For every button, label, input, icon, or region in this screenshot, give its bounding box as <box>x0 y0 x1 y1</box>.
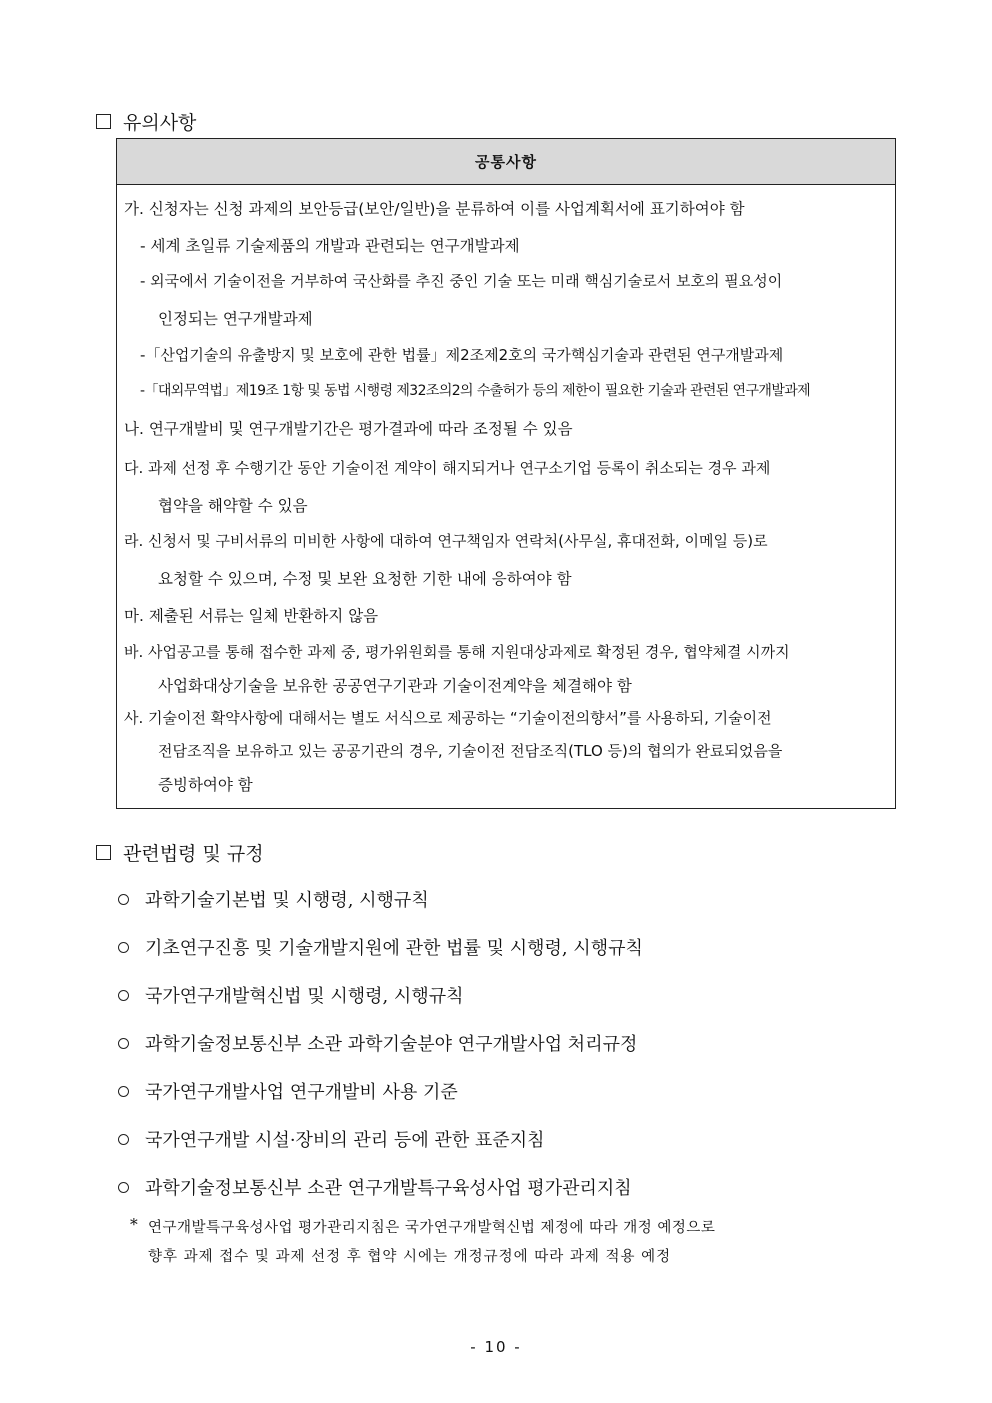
law-item-label: 과학기술기본법 및 시행령, 시행규칙 <box>145 890 429 911</box>
note-line-ba-cont: 사업화대상기술을 보유한 공공연구기관과 기술이전계약을 체결해야 함 <box>158 677 632 695</box>
bullet-circle-icon <box>118 1134 129 1145</box>
note-sub-line-2: - 외국에서 기술이전을 거부하여 국산화를 추진 중인 기술 또는 미래 핵심기술로서 보호의 필요성이 <box>140 272 783 290</box>
note-line-sa: 사. 기술이전 확약사항에 대해서는 별도 서식으로 제공하는 “기술이전의향서”를 사용하되, 기술이전 <box>124 709 772 727</box>
note-line-ba: 바. 사업공고를 통해 접수한 과제 중, 평가위원회를 통해 지원대상과제로 확정된 경우, 협약체결 시까지 <box>124 643 790 661</box>
list-item <box>118 1174 632 1200</box>
page-number: - 10 - <box>470 1338 522 1356</box>
note-sub-line-3: -「산업기술의 유출방지 및 보호에 관한 법률」제2조제2호의 국가핵심기술과 관련된 연구개발과제 <box>140 346 784 364</box>
bullet-circle-icon <box>118 990 129 1001</box>
note-sub-line-1: - 세계 초일류 기술제품의 개발과 관련되는 연구개발과제 <box>140 237 520 255</box>
laws-section-title: 관련법령 및 규정 <box>123 843 264 865</box>
bullet-circle-icon <box>118 1086 129 1097</box>
law-item-label: 국가연구개발사업 연구개발비 사용 기준 <box>145 1082 458 1103</box>
bullet-circle-icon <box>118 942 129 953</box>
law-item-label: 기초연구진흥 및 기술개발지원에 관한 법률 및 시행령, 시행규칙 <box>145 938 643 959</box>
list-item <box>118 1030 637 1056</box>
note-sub-line-4: -「대외무역법」제19조 1항 및 동법 시행령 제32조의2의 수출허가 등의 제한이 필요한 기술과 관련된 연구개발과제 <box>140 383 811 399</box>
list-item <box>118 1126 544 1152</box>
list-item <box>118 1078 458 1104</box>
note-line-ga: 가. 신청자는 신청 과제의 보안등급(보안/일반)을 분류하여 이를 사업계획서에 표기하여야 함 <box>124 200 745 218</box>
law-item-label: 국가연구개발 시설·장비의 관리 등에 관한 표준지침 <box>145 1130 545 1151</box>
checkbox-square-icon <box>96 114 111 129</box>
note-line-da-cont: 협약을 해약할 수 있음 <box>158 497 308 515</box>
list-item <box>118 982 463 1008</box>
table-header-label: 공통사항 <box>475 153 537 171</box>
bullet-circle-icon <box>118 894 129 905</box>
note-line-sa-cont-1: 전담조직을 보유하고 있는 공공기관의 경우, 기술이전 전담조직(TLO 등)의 협의가 완료되었음을 <box>158 742 783 760</box>
note-line-sa-cont-2: 증빙하여야 함 <box>158 776 253 794</box>
table-header <box>117 139 895 185</box>
footnote-line-2: 향후 과제 접수 및 과제 선정 후 협약 시에는 개정규정에 따라 과제 적용 예정 <box>148 1249 672 1265</box>
footnote-line-1: 연구개발특구육성사업 평가관리지침은 국가연구개발혁신법 제정에 따라 개정 예정으로 <box>148 1220 716 1236</box>
bullet-circle-icon <box>118 1038 129 1049</box>
law-item-label: 국가연구개발혁신법 및 시행령, 시행규칙 <box>145 986 464 1007</box>
note-line-ra: 라. 신청서 및 구비서류의 미비한 사항에 대하여 연구책임자 연락처(사무실, 휴대전화, 이메일 등)로 <box>124 532 768 550</box>
note-line-ra-cont: 요청할 수 있으며, 수정 및 보완 요청한 기한 내에 응하여야 함 <box>158 570 572 588</box>
law-item-label: 과학기술정보통신부 소관 연구개발특구육성사업 평가관리지침 <box>145 1178 632 1199</box>
note-line-ma: 마. 제출된 서류는 일체 반환하지 않음 <box>124 607 379 625</box>
note-line-da: 다. 과제 선정 후 수행기간 동안 기술이전 계약이 해지되거나 연구소기업 등록이 취소되는 경우 과제 <box>124 459 771 477</box>
notes-section-heading <box>96 108 196 135</box>
checkbox-square-icon <box>96 845 111 860</box>
bullet-circle-icon <box>118 1182 129 1193</box>
footnote-mark: * <box>130 1216 138 1234</box>
notes-section-title: 유의사항 <box>123 112 197 134</box>
note-line-na: 나. 연구개발비 및 연구개발기간은 평가결과에 따라 조정될 수 있음 <box>124 420 573 438</box>
note-sub-line-2-cont: 인정되는 연구개발과제 <box>158 310 313 328</box>
law-item-label: 과학기술정보통신부 소관 과학기술분야 연구개발사업 처리규정 <box>145 1034 638 1055</box>
list-item <box>118 886 429 912</box>
list-item <box>118 934 643 960</box>
laws-section-heading <box>96 839 264 866</box>
